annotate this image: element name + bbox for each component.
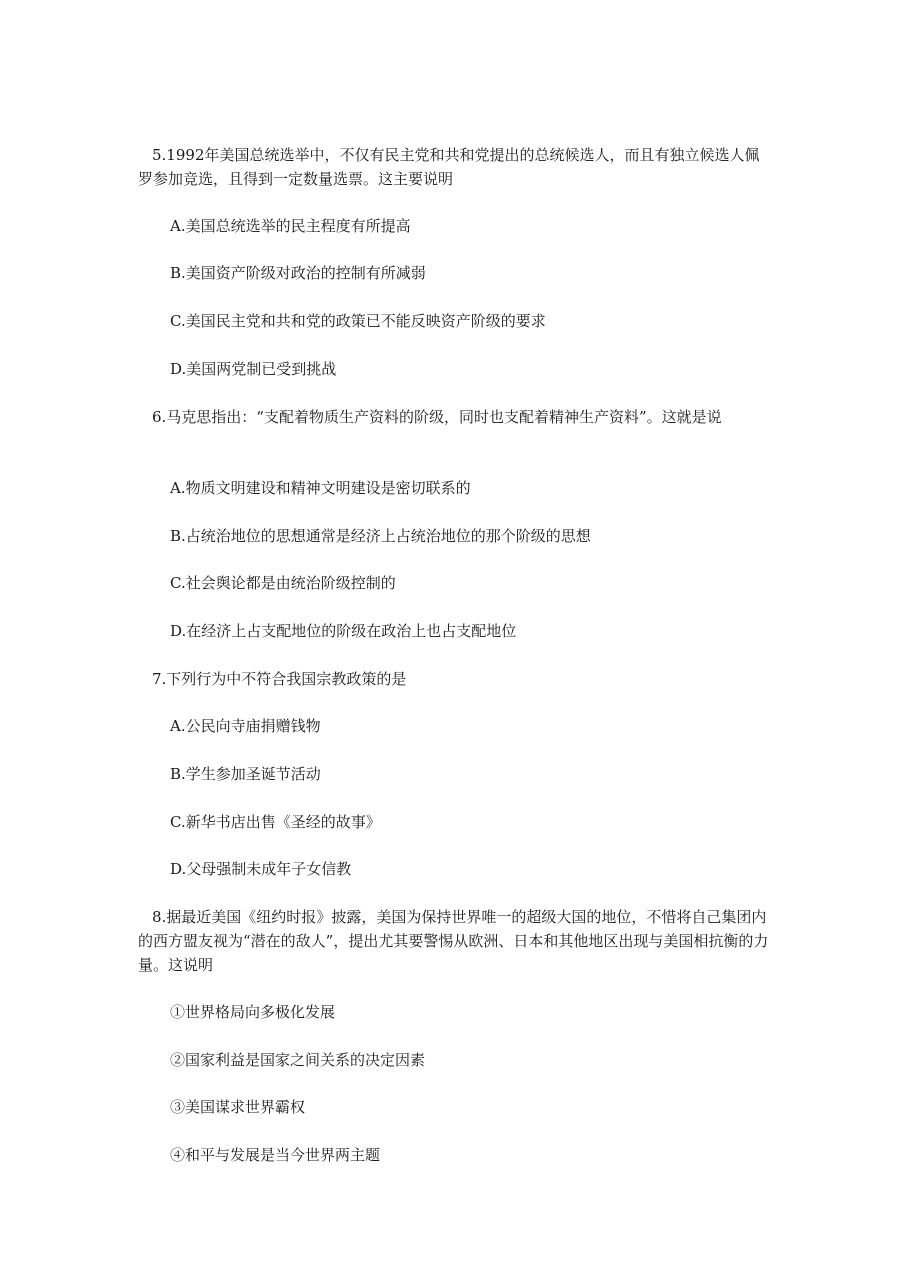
question-8-stem: 8.据最近美国《纽约时报》披露，美国为保持世界唯一的超级大国的地位，不惜将自己集团内的西方盟友视为“潜在的敌人”，提出尤其要警惕从欧洲、日本和其他地区出现与美国相抗衡的力量。这说明 — [138, 908, 769, 974]
question-5-option-b: B.美国资产阶级对政治的控制有所减弱 — [170, 264, 426, 282]
question-6-option-d: D.在经济上占支配地位的阶级在政治上也占支配地位 — [170, 622, 517, 640]
question-8-statement-3: ③美国谋求世界霸权 — [170, 1098, 306, 1116]
question-7-stem: 7.下列行为中不符合我国宗教政策的是 — [152, 670, 407, 688]
question-5-option-d: D.美国两党制已受到挑战 — [170, 360, 337, 378]
question-8-statement-1: ①世界格局向多极化发展 — [170, 1003, 336, 1021]
question-6-option-c: C.社会舆论都是由统治阶级控制的 — [170, 574, 396, 592]
question-6-option-b: B.占统治地位的思想通常是经济上占统治地位的那个阶级的思想 — [170, 527, 591, 545]
question-5-option-c: C.美国民主党和共和党的政策已不能反映资产阶级的要求 — [170, 312, 546, 330]
question-8-statement-2: ②国家利益是国家之间关系的决定因素 — [170, 1051, 426, 1069]
question-5-option-a: A.美国总统选举的民主程度有所提高 — [170, 217, 411, 235]
question-7-option-c: C.新华书店出售《圣经的故事》 — [170, 813, 381, 831]
question-6-option-a: A.物质文明建设和精神文明建设是密切联系的 — [170, 479, 471, 497]
question-7-option-b: B.学生参加圣诞节活动 — [170, 765, 321, 783]
question-8-statement-4: ④和平与发展是当今世界两主题 — [170, 1146, 381, 1164]
question-6-stem: 6.马克思指出：“支配着物质生产资料的阶级，同时也支配着精神生产资料”。这就是说 — [152, 408, 722, 426]
question-7-option-d: D.父母强制未成年子女信教 — [170, 860, 352, 878]
question-7-option-a: A.公民向寺庙捐赠钱物 — [170, 717, 321, 735]
question-5-stem: 5.1992年美国总统选举中，不仅有民主党和共和党提出的总统候选人，而且有独立候选人佩罗参加竞选，且得到一定数量选票。这主要说明 — [138, 146, 760, 188]
